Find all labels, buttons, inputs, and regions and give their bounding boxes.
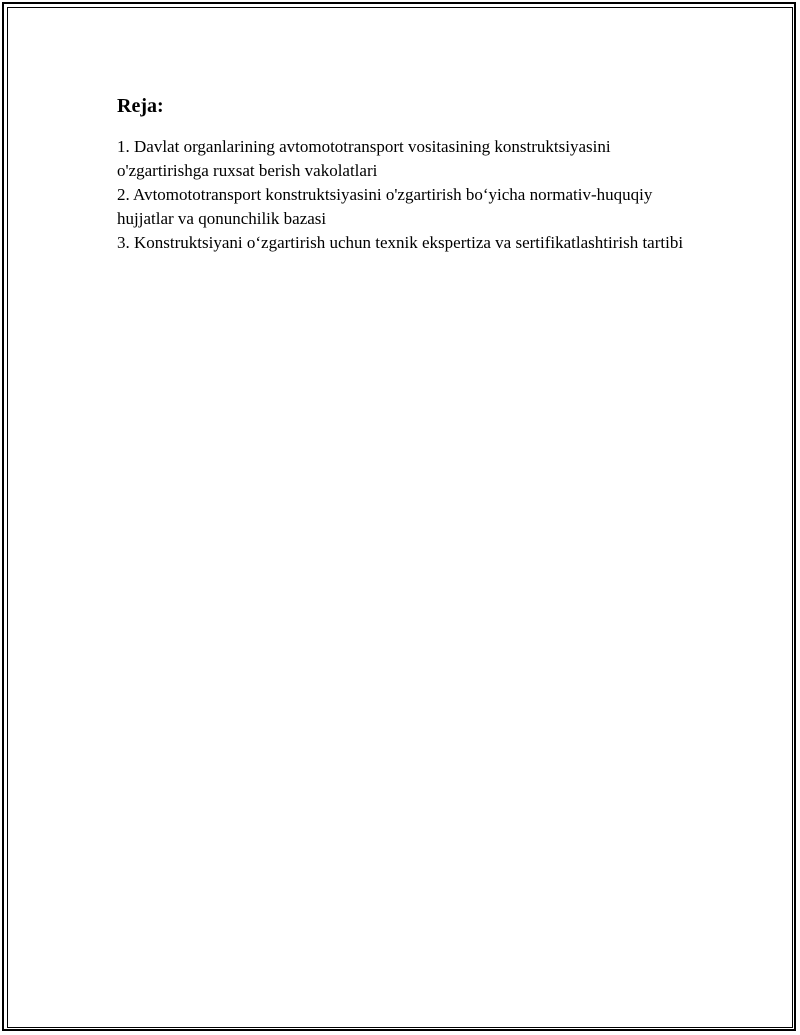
plan-item-3: 3. Konstruktsiyani o‘zgartirish uchun texnik ekspertiza va sertifikatlashtirish tartibi (117, 233, 684, 252)
plan-list (117, 135, 697, 255)
document-body (117, 93, 697, 255)
plan-heading: Reja: (117, 95, 164, 117)
plan-item-1: 1. Davlat organlarining avtomototransport vositasining konstruktsiyasini o'zgartirishga ruxsat berish vakolatlari (117, 137, 611, 180)
plan-item-2: 2. Avtomototransport konstruktsiyasini o'zgartirish bo‘yicha normativ-huquqiy hujjatlar va qonunchilik bazasi (117, 185, 653, 228)
